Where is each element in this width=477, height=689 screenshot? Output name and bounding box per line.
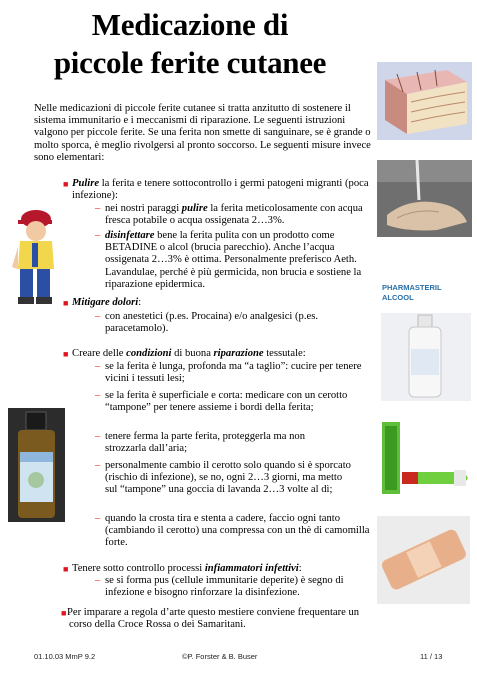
bullet-clean [63, 178, 370, 202]
dash-marker: – [95, 575, 101, 586]
bullet-text: : [138, 297, 142, 308]
cartoon-kid-image [12, 207, 58, 305]
bullet-text: Per imparare a regola d’arte questo mestiere conviene frequentare un corso della Croce Rossa o dei Samaritani. [67, 607, 360, 631]
sub-text: se si forma pus (cellule immunitarie deperite) è segno di infezione e bisogno rinforzare la disinfezione. [105, 575, 344, 599]
intro-paragraph: Nelle medicazioni di piccole ferite cutanee si tratta anzitutto di sostenere il sistema immunitario e i meccanismi di riparazione. Le seguenti istruzioni valgono per piccole ferite. Se una ferita non smette di sanguinare, se è grande o molto sporca, è meglio rivolgersi al pronto soccorso. Le seguenti misure invece sono elementari: [34, 103, 371, 163]
sub-text: la ferita meticolosamente con acqua fresca potabile o acqua ossigenata 2…3%. [105, 203, 363, 227]
sub-text: se la ferita è lunga, profonda ma “a taglio”: cucire per tenere vicini i tessuti lesi; [105, 361, 362, 385]
sub-disinfect [95, 230, 377, 291]
ointment-tube-image [380, 420, 471, 498]
sub-stitch [95, 361, 363, 385]
bullet-marker: ■ [63, 564, 69, 574]
bullet-marker: ■ [63, 349, 69, 359]
footer-date: 01.10.03 MmP 9.2 [34, 652, 96, 661]
sub-change-plaster [95, 460, 357, 497]
sub-plaster [95, 390, 359, 414]
sub-chamomile [95, 513, 377, 550]
sub-text: con anestetici (p.es. Procaina) e/o analgesici (p.es. paracetamolo). [105, 311, 318, 335]
bullet-pain [63, 297, 370, 309]
essential-oil-bottle-image [8, 408, 65, 522]
bullet-text: la ferita e tenere sottocontrollo i germi patogeni migranti (poca infezione): [72, 178, 369, 202]
sub-emph: pulire [181, 203, 208, 214]
sub-text: nei nostri paraggi [105, 203, 182, 214]
bullet-infection [63, 563, 370, 575]
footer-author: ©P. Forster & B. Buser [182, 652, 258, 661]
bullet-emph: riparazione [213, 348, 264, 359]
dash-marker: – [95, 513, 101, 524]
dash-marker: – [95, 361, 101, 372]
alcool-bottle-image [381, 283, 471, 401]
sub-text: tenere ferma la parte ferita, proteggerla ma non strozzarla dall’aria; [105, 431, 305, 455]
sub-emph: disinfettare [105, 230, 155, 241]
dash-marker: – [95, 431, 101, 442]
washing-hand-image [377, 160, 472, 237]
bullet-text: tessutale: [263, 348, 306, 359]
dash-marker: – [95, 311, 101, 322]
bullet-text: Tenere sotto controllo processi [72, 563, 205, 574]
title-line-1: Medicazione di [91, 7, 289, 42]
bullet-text: : [298, 563, 302, 574]
bullet-marker: ■ [63, 298, 69, 308]
bullet-marker: ■ [61, 608, 67, 618]
bullet-marker: ■ [63, 179, 69, 189]
sub-text: personalmente cambio il cerotto solo quando si è sporcato (rischio di infezione), se no, ogni 2…3 giorni, ma metto sul “tampone” una goccia di lavanda 2…3 volte al dì; [105, 460, 351, 496]
sub-anesthetics [95, 311, 367, 335]
bullet-emph: condizioni [126, 348, 172, 359]
alcool-label-2: ALCOOL [382, 293, 414, 302]
alcool-label-1: PHARMASTERIL [382, 283, 442, 292]
sub-keep-still [95, 431, 345, 455]
sub-clean-rinse [95, 203, 373, 227]
dash-marker: – [95, 460, 101, 471]
page-title [0, 6, 380, 82]
sub-text: quando la crosta tira e stenta a cadere, faccio ogni tanto (cambiando il cerotto) una compressa con un thè di camomilla forte. [105, 513, 370, 549]
skin-diagram-image [377, 62, 472, 140]
sub-text: bene la ferita pulita con un prodotto come BETADINE o alcol (brucia parecchio). Anche l’acqua ossigenata 2…3% è ottima. Personalmente preferisco Aeth. Lavandulae, perché è più germicida, non brucia e sostiene la riparazione epidermica. [105, 230, 362, 290]
bullet-text: di buona [171, 348, 214, 359]
title-line-2: piccole ferite cutanee [53, 45, 327, 80]
bullet-emph: infiammatori infettivi [204, 563, 299, 574]
dash-marker: – [95, 230, 101, 241]
bullet-lead: Pulire [72, 178, 100, 189]
bullet-text: Creare delle [72, 348, 127, 359]
sub-pus [95, 575, 373, 599]
bullet-lead: Mitigare dolori [72, 297, 139, 308]
dash-marker: – [95, 203, 101, 214]
sub-text: se la ferita è superficiale e corta: medicare con un cerotto “tampone” per tenere assieme i bordi della ferita; [105, 390, 348, 414]
footer-page-number: 11 / 13 [420, 652, 443, 661]
plaster-image [377, 516, 470, 604]
dash-marker: – [95, 390, 101, 401]
bullet-repair [63, 348, 370, 360]
bullet-course [61, 607, 369, 631]
